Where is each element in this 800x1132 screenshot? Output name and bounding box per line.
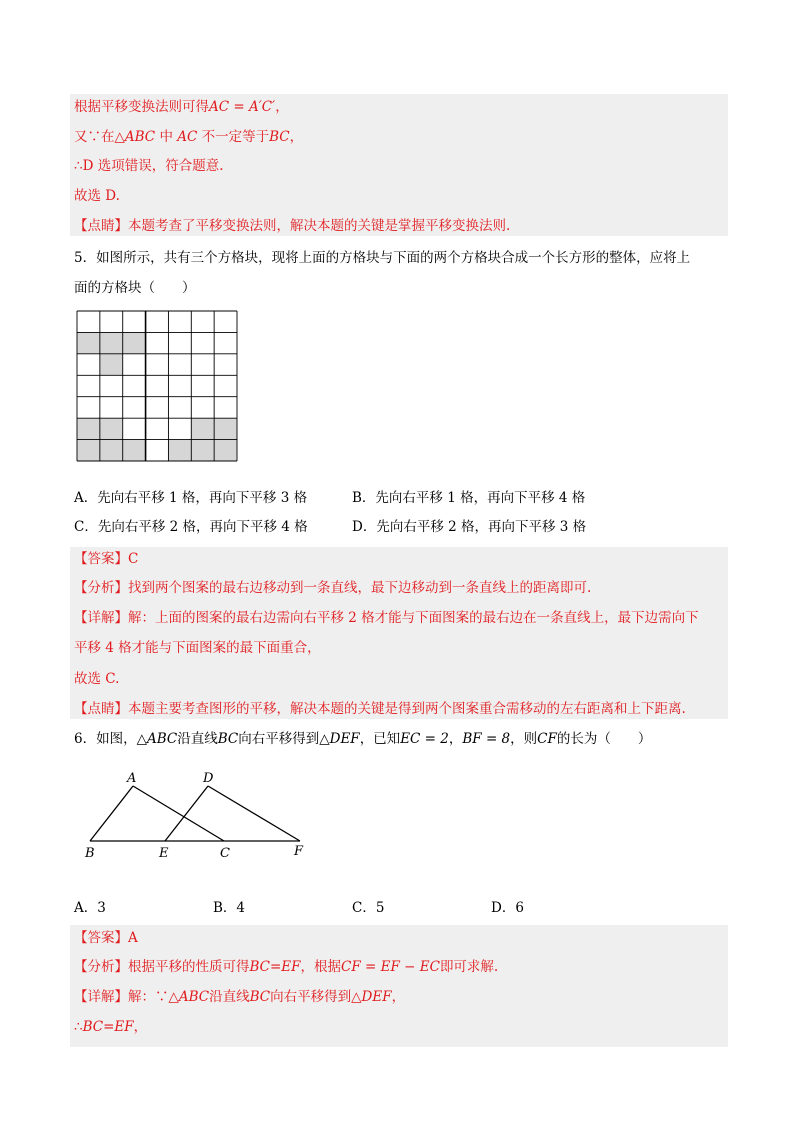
shaded-cell: [191, 418, 214, 439]
label-e: E: [159, 846, 169, 861]
q4-line-1: 根据平移变换法则可得AC = A′C′，: [74, 99, 289, 115]
q5-stem-line-1: 5．如图所示，共有三个方格块，现将上面的方格块与下面的两个方格块合成一个长方形的整体，应将上: [74, 250, 691, 266]
shaded-cell: [100, 440, 123, 461]
shaded-cell: [123, 332, 146, 353]
q4-line-5: 【点睛】本题考查了平移变换法则，解决本题的关键是掌握平移变换法则.: [74, 218, 511, 234]
q5-option-a: A．先向右平移 1 格，再向下平移 3 格: [74, 490, 308, 506]
q5-option-b: B．先向右平移 1 格，再向下平移 4 格: [352, 490, 586, 506]
q6-option-a: A．3: [74, 900, 106, 916]
shaded-cell: [77, 440, 100, 461]
q5-answer: 【答案】C: [74, 551, 139, 567]
q6-triangle-figure: [80, 768, 320, 868]
q5-comment: 【点睛】本题主要考查图形的平移，解决本题的关键是得到两个图案重合需移动的左右距离和上下距离.: [74, 701, 686, 717]
shaded-cell: [100, 354, 123, 375]
label-b: B: [85, 846, 95, 861]
q4-line-3: ∴D 选项错误，符合题意.: [74, 158, 224, 174]
solution-block-q6: [70, 925, 728, 1047]
segment-de: [165, 786, 208, 841]
shaded-cell: [100, 332, 123, 353]
q5-analysis: 【分析】找到两个图案的最右边移动到一条直线，最下边移动到一条直线上的距离即可.: [74, 580, 592, 596]
q5-detail-line-1: 【详解】解：上面的图案的最右边需向右平移 2 格才能与下面图案的最右边在一条直线上，最下边需向下: [74, 610, 699, 626]
q6-answer: 【答案】A: [74, 930, 138, 946]
q4-line-2: 又∵在△ABC 中 AC 不一定等于BC，: [74, 129, 304, 145]
shaded-cell: [214, 418, 237, 439]
shaded-cell: [214, 440, 237, 461]
q6-stem: 6．如图，△ABC沿直线BC向右平移得到△DEF，已知EC = 2，BF = 8，则CF的长为（ ）: [74, 731, 652, 747]
q6-option-d: D．6: [491, 900, 524, 916]
q6-option-c: C．5: [352, 900, 385, 916]
q5-grid-figure: [76, 310, 238, 462]
shaded-cell: [168, 440, 191, 461]
q5-option-d: D．先向右平移 2 格，再向下平移 3 格: [352, 519, 587, 535]
shaded-cell: [77, 418, 100, 439]
q6-option-b: B．4: [213, 900, 246, 916]
label-a: A: [127, 771, 137, 786]
label-c: C: [220, 846, 230, 861]
segment-df: [208, 786, 300, 841]
q6-analysis: 【分析】根据平移的性质可得BC=EF，根据CF = EF − EC即可求解.: [74, 959, 499, 975]
shaded-cell: [100, 418, 123, 439]
shaded-cell: [77, 332, 100, 353]
q4-line-4: 故选 D.: [74, 188, 120, 204]
label-f: F: [294, 844, 304, 859]
solution-block-q5: [70, 547, 728, 719]
q5-conclusion: 故选 C.: [74, 671, 120, 687]
shaded-cell: [191, 440, 214, 461]
q5-option-c: C．先向右平移 2 格，再向下平移 4 格: [74, 519, 308, 535]
q5-detail-line-2: 平移 4 格才能与下面图案的最下面重合，: [74, 640, 321, 656]
segment-ac: [133, 786, 224, 841]
q5-stem-line-2: 面的方格块（ ）: [74, 280, 196, 296]
segment-ab: [90, 786, 133, 841]
q6-detail: 【详解】解：∵△ABC沿直线BC向右平移得到△DEF，: [74, 989, 406, 1005]
label-d: D: [203, 771, 214, 786]
shaded-cell: [123, 440, 146, 461]
q6-last-line: ∴BC=EF，: [74, 1019, 148, 1035]
